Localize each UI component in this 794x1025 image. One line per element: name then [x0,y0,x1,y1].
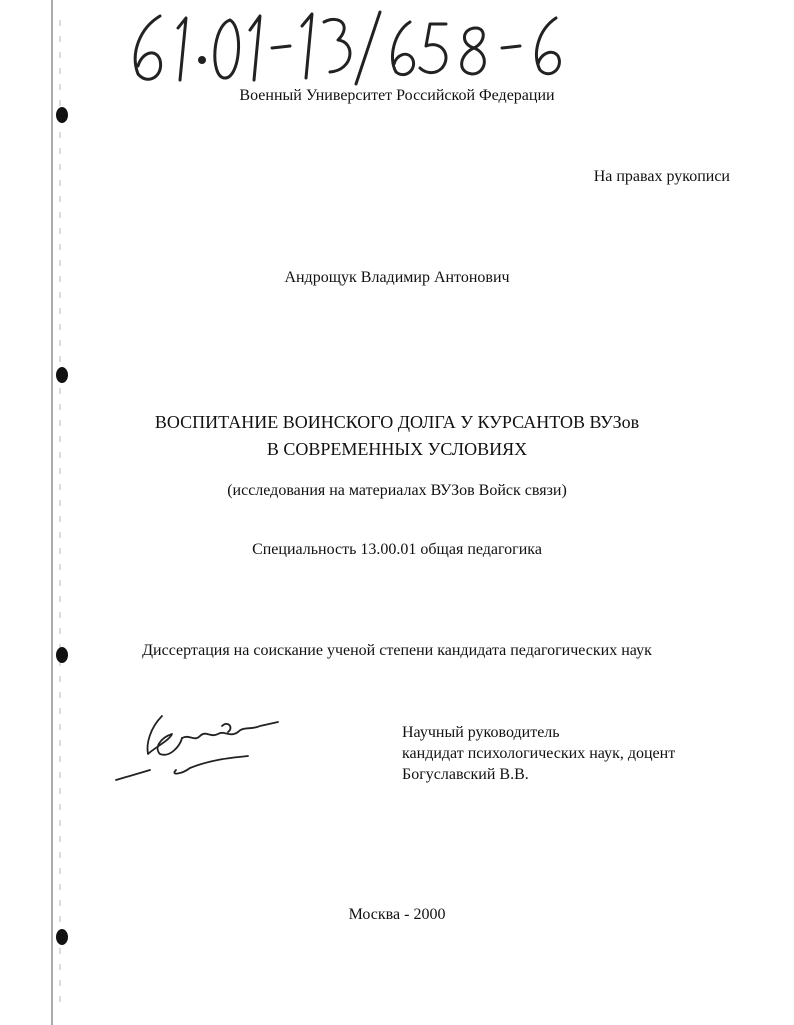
dissertation-statement: Диссертация на соискание ученой степени кандидата педагогических наук [142,642,652,659]
specialty: Специальность 13.00.01 общая педагогика [252,541,542,558]
handwritten-archive-number [120,8,590,86]
supervisor-name: Богуславский В.В. [402,766,529,783]
author-signature [110,708,290,788]
supervisor-degree: кандидат психологических наук, доцент [402,745,676,762]
author-name: Андрощук Владимир Антонович [284,269,510,286]
scan-edge [0,0,80,1025]
binding-hole [56,367,68,383]
rights-note: На правах рукописи [593,168,730,185]
research-note: (исследования на материалах ВУЗов Войск связи) [227,482,567,499]
title-line-2: В СОВРЕМЕННЫХ УСЛОВИЯХ [266,439,528,459]
binding-hole [56,929,68,945]
university-name: Военный Университет Российской Федерации [239,87,555,104]
title-line-1: ВОСПИТАНИЕ ВОИНСКОГО ДОЛГА У КУРСАНТОВ ВУЗов [154,412,640,432]
supervisor-label: Научный руководитель [402,724,560,741]
city-year: Москва - 2000 [348,906,446,923]
binding-hole [56,107,68,123]
